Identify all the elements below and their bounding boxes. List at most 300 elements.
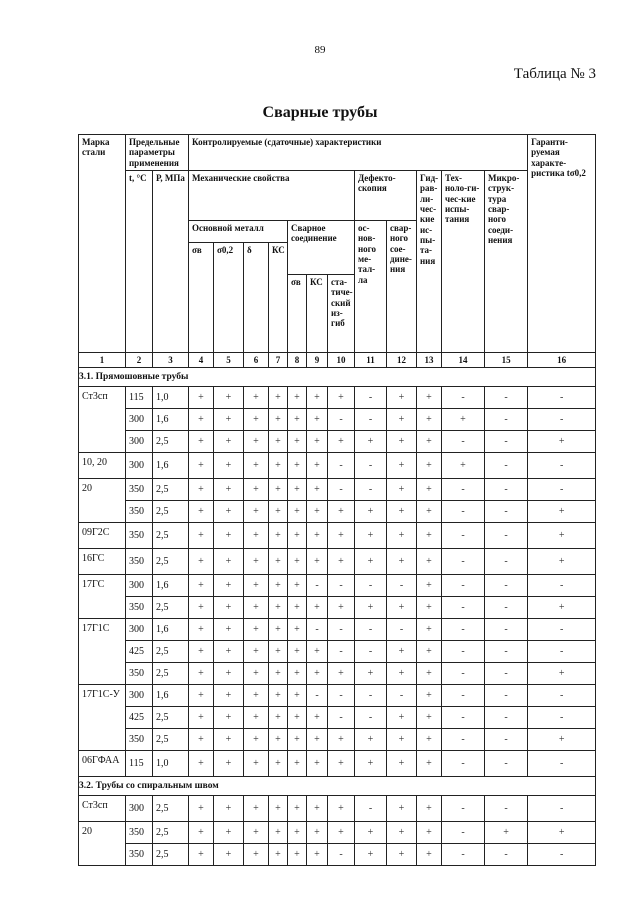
mark-cell: +: [189, 844, 214, 866]
mark-cell: +: [417, 619, 442, 641]
mark-cell: +: [269, 597, 288, 619]
mark-cell: +: [417, 409, 442, 431]
pressure-cell: 2,5: [153, 523, 189, 549]
temperature-cell: 300: [126, 685, 153, 707]
mark-cell: +: [307, 751, 328, 777]
mark-cell: -: [528, 453, 596, 479]
mark-cell: +: [528, 597, 596, 619]
column-number: 16: [528, 353, 596, 368]
temperature-cell: 350: [126, 844, 153, 866]
mark-cell: -: [328, 619, 355, 641]
column-number: 11: [355, 353, 387, 368]
mark-cell: +: [387, 523, 417, 549]
mark-cell: +: [355, 431, 387, 453]
mark-cell: +: [244, 619, 269, 641]
mark-cell: +: [244, 663, 269, 685]
mark-cell: +: [417, 453, 442, 479]
table-row: [79, 685, 596, 707]
header-t: t, °С: [126, 171, 153, 353]
document-title: Сварные трубы: [262, 104, 378, 121]
mark-cell: +: [269, 641, 288, 663]
temperature-cell: 300: [126, 453, 153, 479]
mark-cell: +: [244, 453, 269, 479]
mark-cell: -: [355, 707, 387, 729]
steel-grade-cell: 06ГФАА: [79, 751, 126, 777]
mark-cell: -: [442, 501, 485, 523]
mark-cell: +: [355, 751, 387, 777]
mark-cell: -: [355, 575, 387, 597]
mark-cell: +: [244, 729, 269, 751]
pressure-cell: 2,5: [153, 822, 189, 844]
table-row: [79, 729, 596, 751]
mark-cell: -: [528, 707, 596, 729]
table-row: [79, 844, 596, 866]
mark-cell: +: [307, 479, 328, 501]
mark-cell: +: [288, 409, 307, 431]
mark-cell: +: [417, 501, 442, 523]
mark-cell: +: [214, 431, 244, 453]
mark-cell: -: [328, 453, 355, 479]
mark-cell: +: [244, 822, 269, 844]
mark-cell: +: [387, 796, 417, 822]
mark-cell: +: [328, 729, 355, 751]
mark-cell: +: [307, 387, 328, 409]
mark-cell: +: [214, 453, 244, 479]
mark-cell: -: [387, 685, 417, 707]
mark-cell: +: [442, 453, 485, 479]
mark-cell: -: [528, 751, 596, 777]
header-sigma-b: σв: [189, 243, 214, 353]
mark-cell: +: [269, 409, 288, 431]
column-number: 8: [288, 353, 307, 368]
mark-cell: -: [442, 844, 485, 866]
table-row: [79, 409, 596, 431]
mark-cell: +: [214, 685, 244, 707]
mark-cell: +: [387, 707, 417, 729]
mark-cell: +: [355, 729, 387, 751]
mark-cell: -: [328, 575, 355, 597]
mark-cell: +: [355, 523, 387, 549]
mark-cell: +: [214, 796, 244, 822]
mark-cell: +: [189, 575, 214, 597]
mark-cell: +: [288, 663, 307, 685]
mark-cell: +: [288, 523, 307, 549]
mark-cell: -: [528, 844, 596, 866]
pressure-cell: 1,6: [153, 685, 189, 707]
mark-cell: -: [442, 431, 485, 453]
mark-cell: -: [442, 729, 485, 751]
section-title: 3.2. Трубы со спиральным швом: [79, 777, 596, 796]
mark-cell: +: [269, 549, 288, 575]
mark-cell: -: [442, 387, 485, 409]
mark-cell: +: [244, 685, 269, 707]
mark-cell: -: [528, 387, 596, 409]
mark-cell: -: [328, 685, 355, 707]
header-limits: Предельные параметры применения: [126, 135, 189, 171]
mark-cell: +: [269, 575, 288, 597]
section-title: 3.1. Прямошовные трубы: [79, 368, 596, 387]
mark-cell: +: [214, 707, 244, 729]
pressure-cell: 1,0: [153, 751, 189, 777]
table-row: [79, 663, 596, 685]
pressure-cell: 2,5: [153, 707, 189, 729]
temperature-cell: 350: [126, 597, 153, 619]
mark-cell: -: [485, 663, 528, 685]
header-mechanical: Механические свойства: [189, 171, 355, 221]
mark-cell: +: [355, 597, 387, 619]
header-steel-grade: Марка стали: [79, 135, 126, 353]
pressure-cell: 2,5: [153, 641, 189, 663]
mark-cell: +: [387, 479, 417, 501]
mark-cell: +: [417, 751, 442, 777]
mark-cell: +: [269, 729, 288, 751]
temperature-cell: 350: [126, 523, 153, 549]
pressure-cell: 2,5: [153, 729, 189, 751]
mark-cell: -: [485, 641, 528, 663]
pressure-cell: 1,6: [153, 409, 189, 431]
column-number: 6: [244, 353, 269, 368]
pressure-cell: 2,5: [153, 501, 189, 523]
temperature-cell: 300: [126, 575, 153, 597]
table-row: [79, 619, 596, 641]
table-row: [79, 641, 596, 663]
mark-cell: +: [387, 387, 417, 409]
mark-cell: -: [442, 685, 485, 707]
mark-cell: -: [328, 707, 355, 729]
mark-cell: +: [355, 501, 387, 523]
mark-cell: +: [307, 663, 328, 685]
mark-cell: +: [528, 523, 596, 549]
mark-cell: +: [189, 707, 214, 729]
mark-cell: +: [288, 619, 307, 641]
mark-cell: +: [387, 844, 417, 866]
mark-cell: +: [417, 685, 442, 707]
header-ks: КС: [269, 243, 288, 353]
column-numbers-row: [79, 353, 596, 368]
table-row: [79, 431, 596, 453]
table-number: Таблица № 3: [513, 66, 596, 82]
mark-cell: -: [442, 479, 485, 501]
mark-cell: +: [189, 409, 214, 431]
mark-cell: +: [417, 431, 442, 453]
column-number: 5: [214, 353, 244, 368]
pressure-cell: 2,5: [153, 597, 189, 619]
pressure-cell: 1,6: [153, 453, 189, 479]
mark-cell: -: [328, 641, 355, 663]
mark-cell: +: [307, 523, 328, 549]
table-row: [79, 707, 596, 729]
mark-cell: +: [417, 597, 442, 619]
mark-cell: +: [244, 707, 269, 729]
mark-cell: +: [189, 729, 214, 751]
mark-cell: +: [417, 479, 442, 501]
mark-cell: -: [355, 453, 387, 479]
pressure-cell: 2,5: [153, 796, 189, 822]
mark-cell: +: [288, 822, 307, 844]
temperature-cell: 115: [126, 751, 153, 777]
mark-cell: -: [485, 453, 528, 479]
mark-cell: -: [307, 685, 328, 707]
mark-cell: +: [387, 453, 417, 479]
mark-cell: +: [189, 663, 214, 685]
mark-cell: -: [485, 431, 528, 453]
mark-cell: +: [307, 549, 328, 575]
temperature-cell: 300: [126, 796, 153, 822]
mark-cell: +: [189, 431, 214, 453]
mark-cell: +: [288, 729, 307, 751]
mark-cell: +: [189, 796, 214, 822]
mark-cell: +: [269, 796, 288, 822]
header-defect-base: ос-нов-ного ме-тал-ла: [355, 221, 387, 353]
mark-cell: -: [442, 597, 485, 619]
mark-cell: +: [328, 751, 355, 777]
mark-cell: +: [244, 844, 269, 866]
column-number: 10: [328, 353, 355, 368]
mark-cell: +: [288, 453, 307, 479]
mark-cell: +: [189, 822, 214, 844]
mark-cell: +: [189, 453, 214, 479]
mark-cell: +: [417, 796, 442, 822]
table-header: [79, 135, 596, 368]
mark-cell: +: [288, 796, 307, 822]
pressure-cell: 1,6: [153, 619, 189, 641]
steel-grade-cell: 20: [79, 479, 126, 523]
mark-cell: +: [189, 597, 214, 619]
mark-cell: +: [288, 479, 307, 501]
mark-cell: +: [244, 796, 269, 822]
mark-cell: +: [387, 822, 417, 844]
mark-cell: +: [288, 575, 307, 597]
mark-cell: +: [244, 501, 269, 523]
column-number: 1: [79, 353, 126, 368]
mark-cell: -: [355, 796, 387, 822]
mark-cell: +: [214, 549, 244, 575]
mark-cell: +: [355, 822, 387, 844]
header-delta: δ: [244, 243, 269, 353]
mark-cell: +: [417, 641, 442, 663]
mark-cell: -: [485, 707, 528, 729]
mark-cell: +: [244, 641, 269, 663]
mark-cell: +: [269, 663, 288, 685]
mark-cell: +: [328, 501, 355, 523]
mark-cell: -: [485, 523, 528, 549]
steel-grade-cell: 16ГС: [79, 549, 126, 575]
mark-cell: -: [485, 796, 528, 822]
pressure-cell: 1,6: [153, 575, 189, 597]
mark-cell: -: [528, 685, 596, 707]
table-row: [79, 575, 596, 597]
mark-cell: +: [269, 523, 288, 549]
mark-cell: +: [307, 453, 328, 479]
mark-cell: +: [214, 501, 244, 523]
mark-cell: +: [417, 387, 442, 409]
table-row: [79, 751, 596, 777]
temperature-cell: 350: [126, 479, 153, 501]
table-row: [79, 479, 596, 501]
mark-cell: +: [269, 479, 288, 501]
steel-grade-cell: 17Г1С: [79, 619, 126, 685]
mark-cell: +: [214, 751, 244, 777]
mark-cell: -: [485, 409, 528, 431]
steel-grade-cell: 17ГС: [79, 575, 126, 619]
mark-cell: +: [442, 409, 485, 431]
mark-cell: +: [288, 641, 307, 663]
temperature-cell: 350: [126, 729, 153, 751]
pressure-cell: 2,5: [153, 663, 189, 685]
table-row: [79, 549, 596, 575]
mark-cell: -: [328, 479, 355, 501]
mark-cell: +: [269, 685, 288, 707]
mark-cell: +: [269, 431, 288, 453]
mark-cell: +: [189, 387, 214, 409]
mark-cell: +: [269, 387, 288, 409]
mark-cell: +: [417, 707, 442, 729]
mark-cell: +: [244, 751, 269, 777]
mark-cell: +: [288, 387, 307, 409]
mark-cell: -: [485, 844, 528, 866]
section-row: [79, 368, 596, 387]
mark-cell: +: [417, 729, 442, 751]
steel-grade-cell: 10, 20: [79, 453, 126, 479]
mark-cell: -: [528, 619, 596, 641]
mark-cell: -: [355, 685, 387, 707]
mark-cell: +: [328, 549, 355, 575]
mark-cell: +: [528, 549, 596, 575]
mark-cell: +: [328, 822, 355, 844]
mark-cell: +: [387, 729, 417, 751]
header-weld-ks: КС: [307, 275, 328, 353]
mark-cell: +: [288, 431, 307, 453]
mark-cell: +: [214, 822, 244, 844]
pressure-cell: 2,5: [153, 844, 189, 866]
mark-cell: +: [288, 751, 307, 777]
mark-cell: +: [269, 501, 288, 523]
mark-cell: +: [244, 597, 269, 619]
mark-cell: +: [528, 822, 596, 844]
mark-cell: +: [244, 431, 269, 453]
mark-cell: +: [485, 822, 528, 844]
table-row: [79, 453, 596, 479]
mark-cell: +: [328, 431, 355, 453]
column-number: 12: [387, 353, 417, 368]
mark-cell: +: [307, 431, 328, 453]
mark-cell: +: [288, 844, 307, 866]
mark-cell: -: [387, 575, 417, 597]
mark-cell: +: [307, 597, 328, 619]
mark-cell: -: [485, 751, 528, 777]
mark-cell: +: [244, 479, 269, 501]
mark-cell: +: [528, 729, 596, 751]
mark-cell: +: [214, 844, 244, 866]
temperature-cell: 300: [126, 619, 153, 641]
mark-cell: -: [442, 751, 485, 777]
mark-cell: +: [214, 479, 244, 501]
temperature-cell: 425: [126, 707, 153, 729]
mark-cell: +: [189, 641, 214, 663]
page-number: 89: [314, 44, 326, 56]
mark-cell: +: [528, 663, 596, 685]
header-microstructure: Микро-струк-тура свар-ного соеди-нения: [485, 171, 528, 353]
mark-cell: -: [528, 409, 596, 431]
mark-cell: +: [307, 729, 328, 751]
mark-cell: -: [355, 619, 387, 641]
mark-cell: -: [307, 575, 328, 597]
mark-cell: -: [355, 641, 387, 663]
mark-cell: +: [387, 597, 417, 619]
header-defect-weld: свар-ного сое-дине-ния: [387, 221, 417, 353]
mark-cell: +: [214, 619, 244, 641]
column-number: 13: [417, 353, 442, 368]
mark-cell: +: [269, 707, 288, 729]
mark-cell: -: [387, 619, 417, 641]
mark-cell: +: [214, 641, 244, 663]
header-base-metal: Основной металл: [189, 221, 288, 243]
section-row: [79, 777, 596, 796]
mark-cell: -: [307, 619, 328, 641]
column-number: 14: [442, 353, 485, 368]
mark-cell: +: [269, 453, 288, 479]
mark-cell: -: [328, 844, 355, 866]
mark-cell: -: [442, 619, 485, 641]
temperature-cell: 350: [126, 663, 153, 685]
mark-cell: +: [307, 822, 328, 844]
mark-cell: +: [387, 501, 417, 523]
mark-cell: +: [387, 431, 417, 453]
mark-cell: +: [189, 479, 214, 501]
mark-cell: +: [328, 663, 355, 685]
mark-cell: +: [288, 501, 307, 523]
mark-cell: +: [387, 549, 417, 575]
temperature-cell: 300: [126, 431, 153, 453]
mark-cell: +: [189, 501, 214, 523]
mark-cell: -: [485, 575, 528, 597]
mark-cell: +: [244, 387, 269, 409]
mark-cell: +: [328, 597, 355, 619]
mark-cell: +: [269, 619, 288, 641]
mark-cell: +: [417, 549, 442, 575]
mark-cell: -: [442, 549, 485, 575]
mark-cell: -: [485, 501, 528, 523]
header-p: Р, МПа: [153, 171, 189, 353]
table-row: [79, 501, 596, 523]
mark-cell: +: [387, 409, 417, 431]
mark-cell: -: [485, 729, 528, 751]
mark-cell: +: [417, 822, 442, 844]
mark-cell: +: [417, 523, 442, 549]
mark-cell: -: [528, 575, 596, 597]
column-number: 9: [307, 353, 328, 368]
steel-grade-cell: Ст3сп: [79, 387, 126, 453]
mark-cell: +: [355, 549, 387, 575]
mark-cell: -: [528, 641, 596, 663]
steel-grade-cell: 20: [79, 822, 126, 866]
mark-cell: -: [442, 796, 485, 822]
temperature-cell: 425: [126, 641, 153, 663]
header-weld: Сварное соединение: [288, 221, 355, 275]
mark-cell: +: [214, 729, 244, 751]
temperature-cell: 350: [126, 501, 153, 523]
mark-cell: +: [387, 663, 417, 685]
mark-cell: +: [307, 707, 328, 729]
mark-cell: -: [442, 575, 485, 597]
mark-cell: +: [288, 685, 307, 707]
steel-grade-cell: 09Г2С: [79, 523, 126, 549]
mark-cell: -: [528, 796, 596, 822]
steel-grade-cell: 17Г1С-У: [79, 685, 126, 751]
mark-cell: -: [485, 549, 528, 575]
mark-cell: +: [387, 751, 417, 777]
welded-pipes-table: [78, 134, 596, 866]
